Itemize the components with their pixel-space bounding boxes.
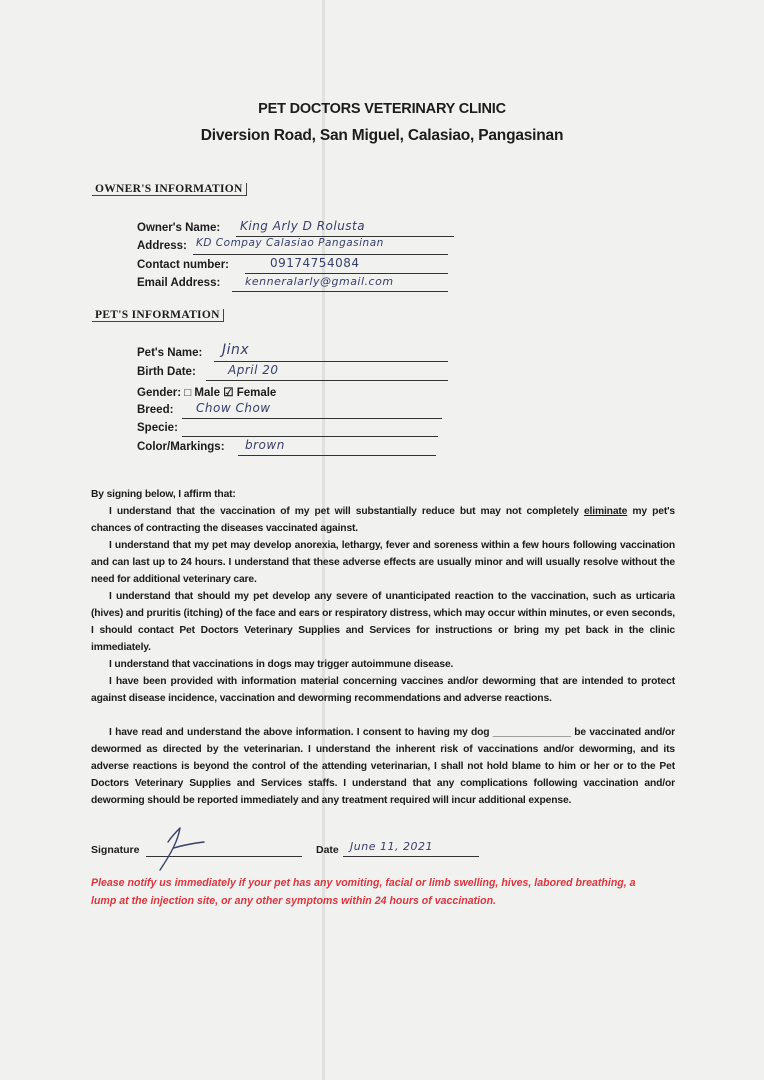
pet-name-line [214, 361, 448, 362]
consent-paragraph-5: I have been provided with information material concerning vaccines and/or deworming that are intended to protect against disease incidence, vaccination and deworming recommendations and adverse reactions. [91, 676, 675, 704]
breed-line [182, 418, 442, 419]
handwritten-signature [150, 818, 220, 874]
birth-date-label: Birth Date: [137, 366, 196, 378]
owner-name-label: Owner's Name: [137, 222, 221, 234]
symptom-notice: Please notify us immediately if your pet has any vomiting, facial or limb swelling, hives, labored breathing, a lump at the injection site, or any other symptoms within 24 hours of vaccination. [91, 877, 636, 907]
address-value: KD Compay Calasiao Pangasinan [196, 237, 384, 249]
email-value: kenneralarly@gmail.com [245, 275, 394, 288]
address-label: Address: [137, 240, 187, 252]
clinic-name: PET DOCTORS VETERINARY CLINIC [258, 101, 506, 117]
contact-value: 09174754084 [270, 256, 360, 270]
date-value: June 11, 2021 [350, 840, 433, 853]
specie-label: Specie: [137, 422, 178, 434]
date-line [343, 856, 479, 857]
contact-line [245, 273, 448, 274]
pet-section-title: PET'S INFORMATION [92, 309, 224, 322]
address-line [193, 254, 448, 255]
email-label: Email Address: [137, 277, 221, 289]
specie-line [182, 436, 438, 437]
date-label: Date [316, 844, 339, 856]
consent-paragraph-1: I understand that the vaccination of my pet will substantially reduce but may not completely eliminate my pet's chances of contracting the diseases vaccinated against. [91, 506, 675, 534]
pet-name-value: Jinx [222, 342, 250, 358]
owner-section-title: OWNER'S INFORMATION [92, 183, 247, 196]
birth-date-line [206, 380, 448, 381]
pet-name-label: Pet's Name: [137, 347, 203, 359]
consent-intro: By signing below, I affirm that: [91, 489, 236, 500]
clinic-address: Diversion Road, San Miguel, Calasiao, Pangasinan [200, 127, 564, 144]
consent-paragraph-3: I understand that should my pet develop any severe of unanticipated reaction to the vaccination, such as urticaria (hives) and pruritis (itching) of the face and ears or respiratory distress, which may occur within minutes, or even seconds, I should contact Pet Doctors Veterinary Supplies and Services for instructions or bring my pet back in the clinic immediately. [91, 591, 675, 653]
signature-label: Signature [91, 844, 140, 856]
consent-paragraph-4: I understand that vaccinations in dogs may trigger autoimmune disease. [109, 659, 454, 670]
gender-field: Gender: □ Male ☑ Female [137, 387, 277, 399]
color-line [238, 455, 436, 456]
birth-date-value: April 20 [228, 363, 279, 377]
consent-paragraph-6: I have read and understand the above information. I consent to having my dog ______________ be vaccinated and/or dewormed as directed by the veterinarian. I understand the inherent risk of vaccinations and/or deworming, and its adverse reactions is beyond the control of the attending veterinarian, I shall not hold blame to him or her or to the Pet Doctors Veterinary Supplies and Services staffs. I understand that any complications following vaccination and/or deworming should be reported immediately and any treatment required will incur additional expense. [91, 727, 675, 806]
breed-label: Breed: [137, 404, 174, 416]
owner-name-value: King Arly D Rolusta [240, 219, 366, 233]
breed-value: Chow Chow [196, 401, 271, 415]
color-label: Color/Markings: [137, 441, 225, 453]
email-line [232, 291, 448, 292]
consent-paragraph-2: I understand that my pet may develop anorexia, lethargy, fever and soreness within a few hours following vaccination and can last up to 24 hours. I understand that these adverse effects are usually minor and will usually resolve without the need for additional veterinary care. [91, 540, 675, 585]
color-value: brown [245, 438, 285, 452]
contact-label: Contact number: [137, 259, 229, 271]
